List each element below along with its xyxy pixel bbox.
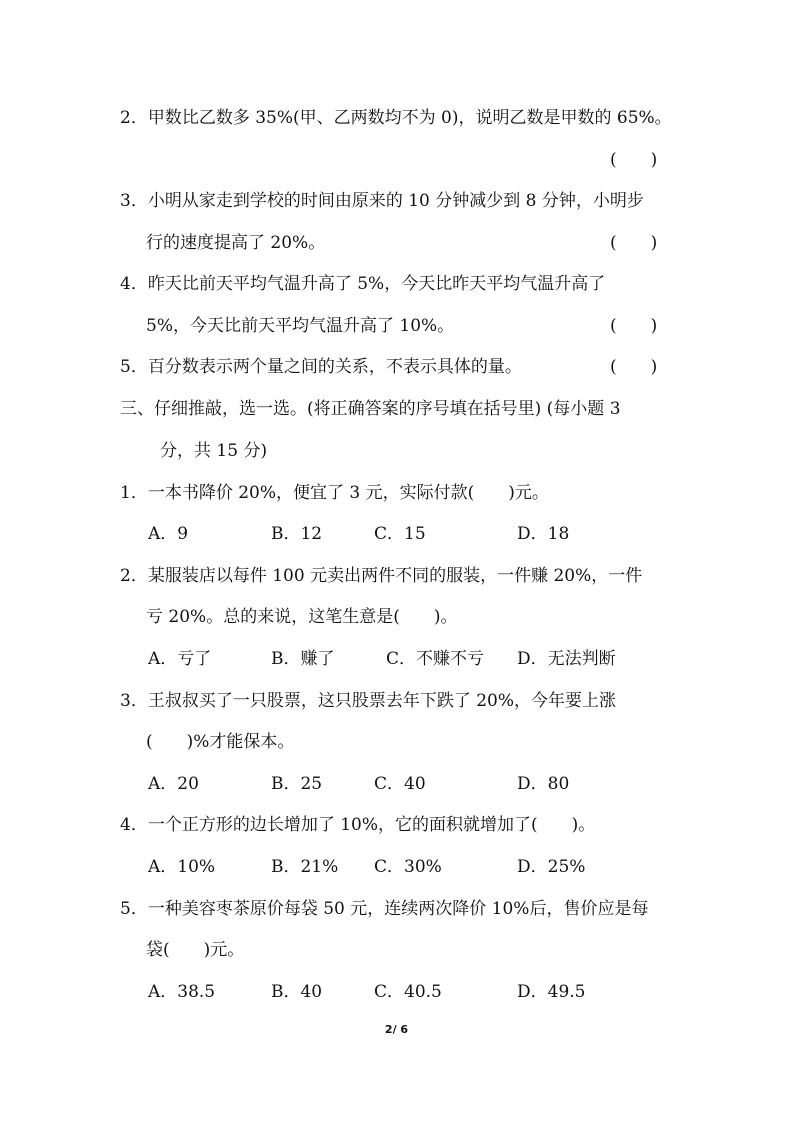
question-3-option-c[interactable]: C．40 — [374, 774, 426, 794]
judgement-3-text-line2: 行的速度提高了 20%。 — [146, 233, 326, 253]
question-4-text: 4．一个正方形的边长增加了 10%，它的面积就增加了( )。 — [120, 815, 596, 835]
question-1-option-b[interactable]: B．12 — [271, 524, 323, 544]
question-5-text-line2: 袋( )元。 — [146, 940, 245, 960]
question-5-option-c[interactable]: C．40.5 — [374, 982, 442, 1002]
question-3-option-d[interactable]: D．80 — [517, 774, 570, 794]
question-3-option-b[interactable]: B．25 — [271, 774, 323, 794]
question-3-text-line1: 3．王叔叔买了一只股票，这只股票去年下跌了 20%，今年要上涨 — [120, 691, 617, 711]
question-2-text-line1: 2．某服装店以每件 100 元卖出两件不同的服装，一件赚 20%，一件 — [120, 566, 643, 586]
judgement-2-text: 2．甲数比乙数多 35%(甲、乙两数均不为 0)，说明乙数是甲数的 65%。 — [120, 108, 672, 128]
question-1-option-d[interactable]: D．18 — [517, 524, 570, 544]
question-4-option-d[interactable]: D．25% — [517, 857, 586, 877]
judgement-4-text-line1: 4．昨天比前天平均气温升高了 5%，今天比昨天平均气温升高了 — [120, 274, 606, 294]
question-1-option-c[interactable]: C．15 — [374, 524, 426, 544]
section3-heading: 三、仔细推敲，选一选。(将正确答案的序号填在括号里) (每小题 3 — [120, 399, 621, 419]
question-2-text-line2: 亏 20%。总的来说，这笔生意是( )。 — [146, 607, 458, 627]
question-5-option-a[interactable]: A．38.5 — [148, 982, 216, 1002]
judgement-5-answer-paren[interactable]: ( ) — [610, 357, 658, 377]
question-4-option-c[interactable]: C．30% — [374, 857, 442, 877]
judgement-3-text-line1: 3．小明从家走到学校的时间由原来的 10 分钟减少到 8 分钟，小明步 — [120, 191, 644, 211]
question-2-option-c[interactable]: C．不赚不亏 — [386, 649, 485, 669]
question-2-option-b[interactable]: B．赚了 — [271, 649, 335, 669]
question-4-option-b[interactable]: B．21% — [271, 857, 339, 877]
page-number: 2/ 6 — [384, 1023, 409, 1036]
judgement-4-answer-paren[interactable]: ( ) — [610, 316, 658, 336]
judgement-5-text: 5．百分数表示两个量之间的关系，不表示具体的量。 — [120, 357, 522, 377]
judgement-2-answer-paren[interactable]: ( ) — [610, 150, 658, 170]
question-2-option-d[interactable]: D．无法判断 — [517, 649, 616, 669]
question-5-option-d[interactable]: D．49.5 — [517, 982, 586, 1002]
question-1-text: 1．一本书降价 20%，便宜了 3 元，实际付款( )元。 — [120, 483, 549, 503]
judgement-3-answer-paren[interactable]: ( ) — [610, 233, 658, 253]
question-3-text-line2: ( )%才能保本。 — [146, 732, 295, 752]
question-5-option-b[interactable]: B．40 — [271, 982, 323, 1002]
question-1-option-a[interactable]: A．9 — [148, 524, 189, 544]
judgement-4-text-line2: 5%，今天比前天平均气温升高了 10%。 — [146, 316, 455, 336]
question-4-option-a[interactable]: A．10% — [148, 857, 216, 877]
question-2-option-a[interactable]: A．亏了 — [148, 649, 212, 669]
question-3-option-a[interactable]: A．20 — [148, 774, 199, 794]
question-5-text-line1: 5．一种美容枣茶原价每袋 50 元，连续两次降价 10%后，售价应是每 — [120, 899, 649, 919]
section3-heading-cont: 分，共 15 分) — [160, 441, 268, 461]
